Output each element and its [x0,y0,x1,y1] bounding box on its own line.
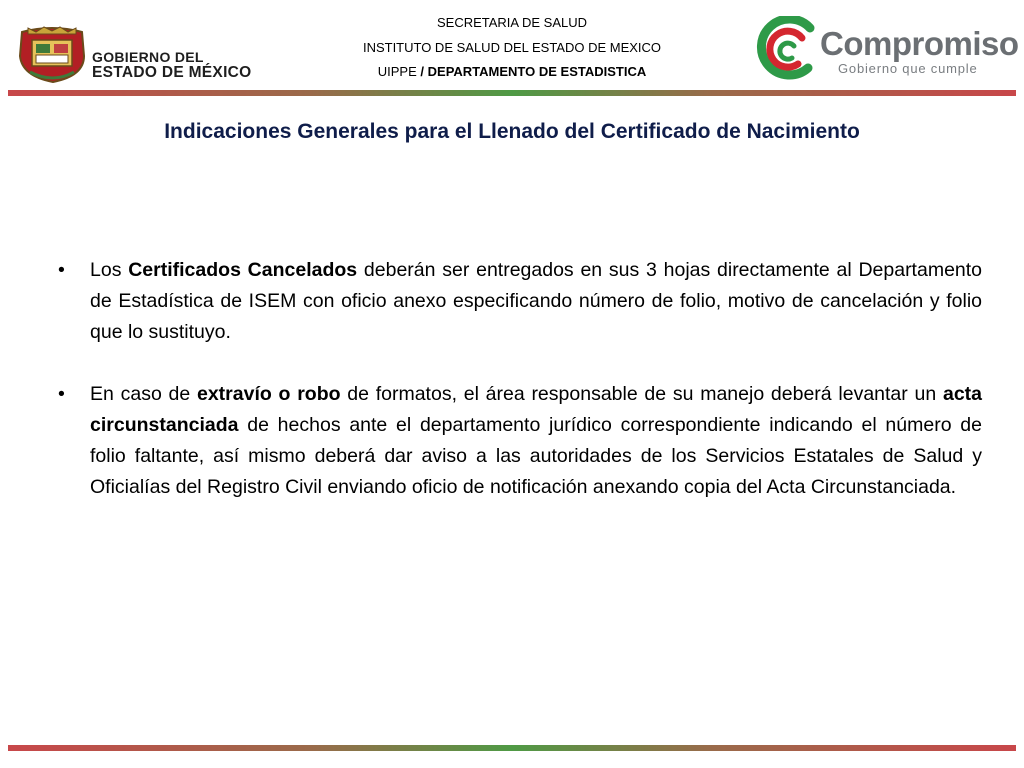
gobierno-line2: ESTADO DE MÉXICO [92,64,252,81]
compromiso-tagline: Gobierno que cumple [838,61,978,76]
bullet-bold-text: Certificados Cancelados [128,259,358,281]
bullet-text: Los [90,259,129,281]
header-line-secretaria: SECRETARIA DE SALUD [436,15,588,30]
bullet-list [58,255,982,534]
footer-divider-bar [8,745,1016,751]
header-line-instituto: INSTITUTO DE SALUD DEL ESTADO DE MEXICO [362,39,662,55]
bullet-text: En caso de [90,383,197,405]
list-item [58,255,982,348]
bullet-text: deberán ser entregados en sus 3 hojas directamente al Departamento de Estadística de ISEM con oficio anexo especificando número de folio, motivo de cancelación y folio que lo sustituyo. [90,259,983,343]
bullet-symbol: • [58,259,65,281]
compromiso-wordmark: Compromiso [820,25,1019,62]
bullet-text: de hechos ante el departamento jurídico correspondiente indicando el número de folio faltante, así mismo deberá dar aviso a las autoridades de los Servicios Estatales de Salud y Oficialías del Registro Civil enviando oficio de notificación anexando copia del Acta Circunstanciada. [90,414,982,498]
bullet-bold-text: extravío o robo [196,383,341,405]
bullet-bold-text: acta circunstanciada [90,383,982,436]
bullet-symbol: • [58,383,65,405]
gobierno-line1: GOBIERNO DEL [92,49,204,65]
header-uippe-prefix: UIPPE [377,64,417,79]
compromiso-swirl-icon [761,19,810,75]
bullet-text: de formatos, el área responsable de su manejo deberá levantar un [340,383,943,405]
header-divider-bar [8,90,1016,96]
header-departamento: / DEPARTAMENTO DE ESTADISTICA [420,64,647,79]
page-title: Indicaciones Generales para el Llenado del Certificado de Nacimiento [164,120,860,143]
list-item [58,379,982,503]
gobierno-logo-text [92,50,252,81]
